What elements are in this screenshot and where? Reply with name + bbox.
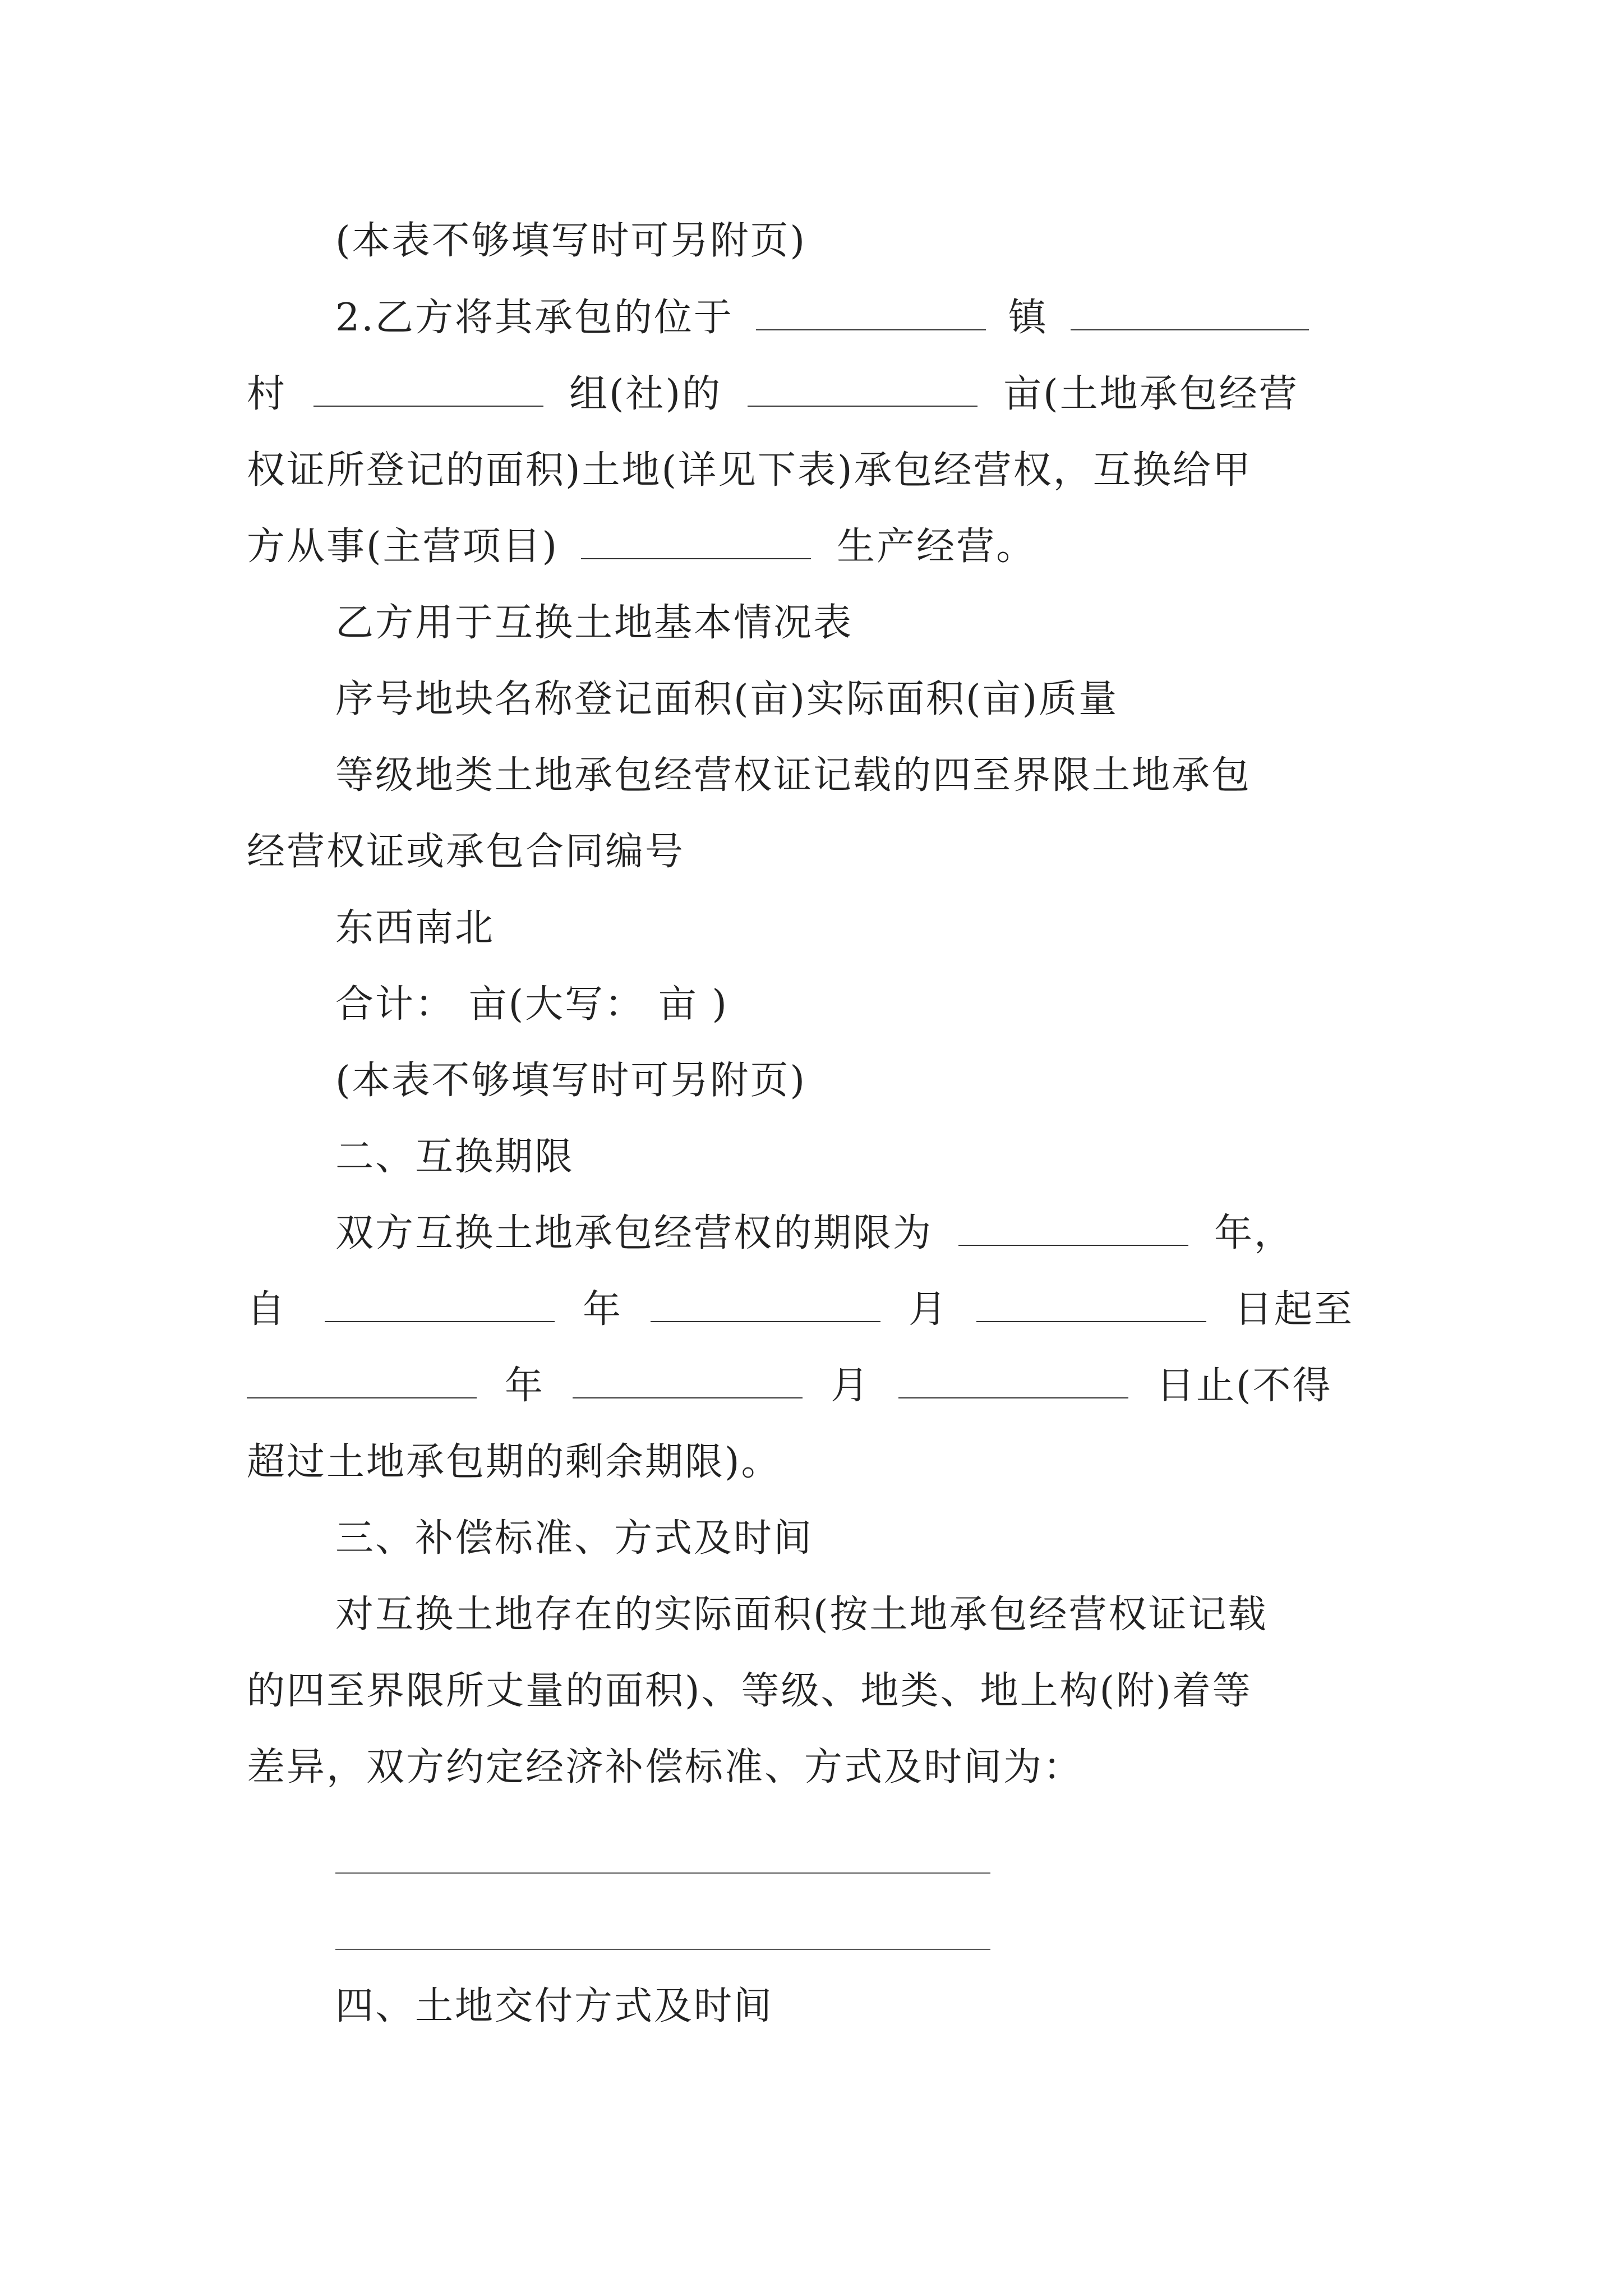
section-2-heading: 二、互换期限 (335, 1135, 575, 1179)
label-end-day: 日止(不得 (1156, 1364, 1332, 1408)
sec2-line2 (247, 1285, 1354, 1335)
blank-end-year[interactable] (247, 1373, 477, 1398)
blank-end-day[interactable] (898, 1373, 1128, 1398)
blank-start-day[interactable] (976, 1296, 1206, 1322)
para2-line2 (247, 369, 1299, 420)
label-village: 村 (247, 372, 287, 416)
label-mu: 亩(土地承包经营 (1003, 372, 1299, 416)
compensation-blank-line-2[interactable] (335, 1949, 990, 1950)
compensation-blank-line-1[interactable] (335, 1872, 990, 1874)
label-end-year: 年 (505, 1364, 545, 1408)
label-production: 生产经营。 (837, 524, 1036, 569)
sec3-line1: 对互换土地存在的实际面积(按土地承包经营权证记载 (335, 1593, 1268, 1637)
blank-group[interactable] (313, 381, 543, 407)
blank-town[interactable] (756, 305, 986, 330)
directions-row: 东西南北 (335, 906, 495, 950)
label-years: 年， (1214, 1211, 1294, 1255)
table-title: 乙方用于互换土地基本情况表 (335, 601, 854, 645)
blank-village[interactable] (1071, 305, 1309, 330)
label-town: 镇 (1008, 296, 1048, 340)
label-from: 自 (247, 1287, 287, 1332)
table-header-2b: 经营权证或承包合同编号 (247, 830, 685, 874)
term-label: 双方互换土地承包经营权的期限为 (335, 1211, 933, 1255)
total-row: 合计： 亩(大写： 亩 ) (335, 982, 728, 1027)
sec2-line3 (247, 1361, 1332, 1411)
para2-line4 (247, 522, 1036, 572)
sec3-line3: 差异，双方约定经济补偿标准、方式及时间为： (247, 1745, 1083, 1789)
label-start-day: 日起至 (1234, 1287, 1354, 1332)
section-4-heading: 四、土地交付方式及时间 (335, 1984, 774, 2028)
table-header-1: 序号地块名称登记面积(亩)实际面积(亩)质量 (335, 677, 1119, 721)
table-header-2a: 等级地类土地承包经营权证记载的四至界限土地承包 (335, 753, 1252, 798)
label-end-month: 月 (831, 1364, 871, 1408)
para2-line3: 权证所登记的面积)土地(详见下表)承包经营权，互换给甲 (247, 448, 1252, 493)
blank-start-month[interactable] (651, 1296, 880, 1322)
section-3-heading: 三、补偿标准、方式及时间 (335, 1516, 814, 1561)
sec2-line4: 超过土地承包期的剩余期限)。 (247, 1440, 781, 1484)
para2-line1 (335, 293, 1309, 343)
blank-area[interactable] (748, 381, 978, 407)
blank-main-project[interactable] (581, 533, 811, 559)
blank-start-year[interactable] (325, 1296, 555, 1322)
para2-lead: 2.乙方将其承包的位于 (335, 296, 734, 340)
sec2-line1 (335, 1208, 1294, 1259)
blank-end-month[interactable] (573, 1373, 803, 1398)
label-group: 组(社)的 (569, 372, 722, 416)
note-bottom: (本表不够填写时可另附页) (335, 1059, 807, 1103)
blank-term-years[interactable] (958, 1220, 1188, 1246)
label-start-year: 年 (583, 1287, 623, 1332)
label-start-month: 月 (909, 1287, 949, 1332)
note-top: (本表不够填写时可另附页) (335, 219, 807, 263)
label-main-project: 方从事(主营项目) (247, 524, 559, 569)
sec3-line2: 的四至界限所丈量的面积)、等级、地类、地上构(附)着等 (247, 1669, 1252, 1713)
